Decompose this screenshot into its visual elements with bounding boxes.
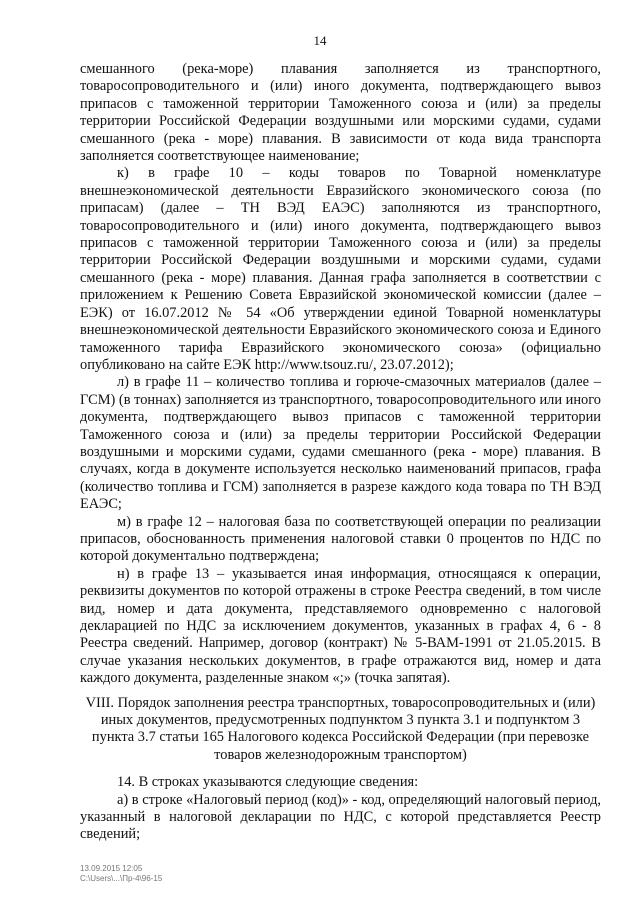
document-body <box>80 61 601 844</box>
footer-timestamp: 13.09.2015 12:05 <box>80 864 143 873</box>
paragraph-m-column-12: м) в графе 12 – налоговая база по соответствующей операции по реализации припасов, обоснованность применения налоговой ставки 0 процентов по НДС по которой документально подтверждена; <box>80 513 601 565</box>
paragraph-l-column-11: л) в графе 11 – количество топлива и горюче-смазочных материалов (далее – ГСМ) (в тоннах) заполняется из транспортного, товаросопроводительного или иного документа, подтверждающего вывоз припасов с таможенной территории Таможенного союза и (или) за пределы территории Российской Федерации воздушными и морскими судами, судами смешанного (река - море) плавания. В случаях, когда в документе используется несколько наименований припасов, графа (количество топлива и ГСМ) заполняется в разрезе каждого кода товара по ТН ВЭД ЕАЭС; <box>80 374 601 513</box>
page-number: 14 <box>313 33 327 48</box>
footer-stamp <box>80 864 162 884</box>
paragraph-k-column-10: к) в графе 10 – коды товаров по Товарной номенклатуре внешнеэкономической деятельности Евразийского экономического союза (по припасам) (далее – ТН ВЭД ЕАЭС) заполняются из транспортного, товаросопроводительного и (или) иного документа, подтверждающего вывоз припасов с таможенной территории Таможенного союза и (или) за пределы территории Российской Федерации воздушными и морскими судами, судами смешанного (река - море) плавания. Данная графа заполняется в соответствии с приложением к Решению Совета Евразийской экономической комиссии (далее – ЕЭК) от 16.07.2012 № 54 «Об утверждении единой Товарной номенклатуры внешнеэкономической деятельности Евразийского экономического союза и Единого таможенного тарифа Евразийского экономического союза» (официально опубликовано на сайте ЕЭК http://www.tsouz.ru/, 23.07.2012); <box>80 165 601 373</box>
section-heading: VIII. Порядок заполнения реестра транспортных, товаросопроводительных и (или) иных документов, предусмотренных подпунктом 3 пункта 3.1 и подпунктом 3 пункта 3.7 статьи 165 Налогового кодекса Российской Федерации (при перевозке товаров железнодорожным транспортом) <box>85 694 596 763</box>
paragraph-n-column-13: н) в графе 13 – указывается иная информация, относящаяся к операции, реквизиты документов по которой отражены в строке Реестра сведений, в том числе вид, номер и дата документа, представляемого одновременно с налоговой декларацией по НДС за исключением документов, указанных в графах 4, 6 - 8 Реестра сведений. Например, договор (контракт) № 5-ВАМ-1991 от 21.05.2015. В случае указания нескольких документов, в графе отражаются вид, номер и дата каждого документа, разделенные знаком «;» (точка запятая). <box>80 565 601 687</box>
footer-file-path: C:\Users\...\Пр-4\96-15 <box>80 874 163 883</box>
paragraph-transport-name: смешанного (река-море) плавания заполняется из транспортного, товаросопроводительного и (или) иного документа, подтверждающего вывоз припасов с таможенной территории Таможенного союза и (или) за пределы территории Российской Федерации воздушными или морскими судами, судами смешанного (река - море) плавания. В зависимости от кода вида транспорта заполняется соответствующее наименование; <box>80 61 601 165</box>
paragraph-item-14: 14. В строках указываются следующие сведения: <box>117 774 419 791</box>
paragraph-a-tax-period: а) в строке «Налоговый период (код)» - код, определяющий налоговый период, указанный в налоговой декларации по НДС, с которой представляется Реестр сведений; <box>80 791 601 843</box>
